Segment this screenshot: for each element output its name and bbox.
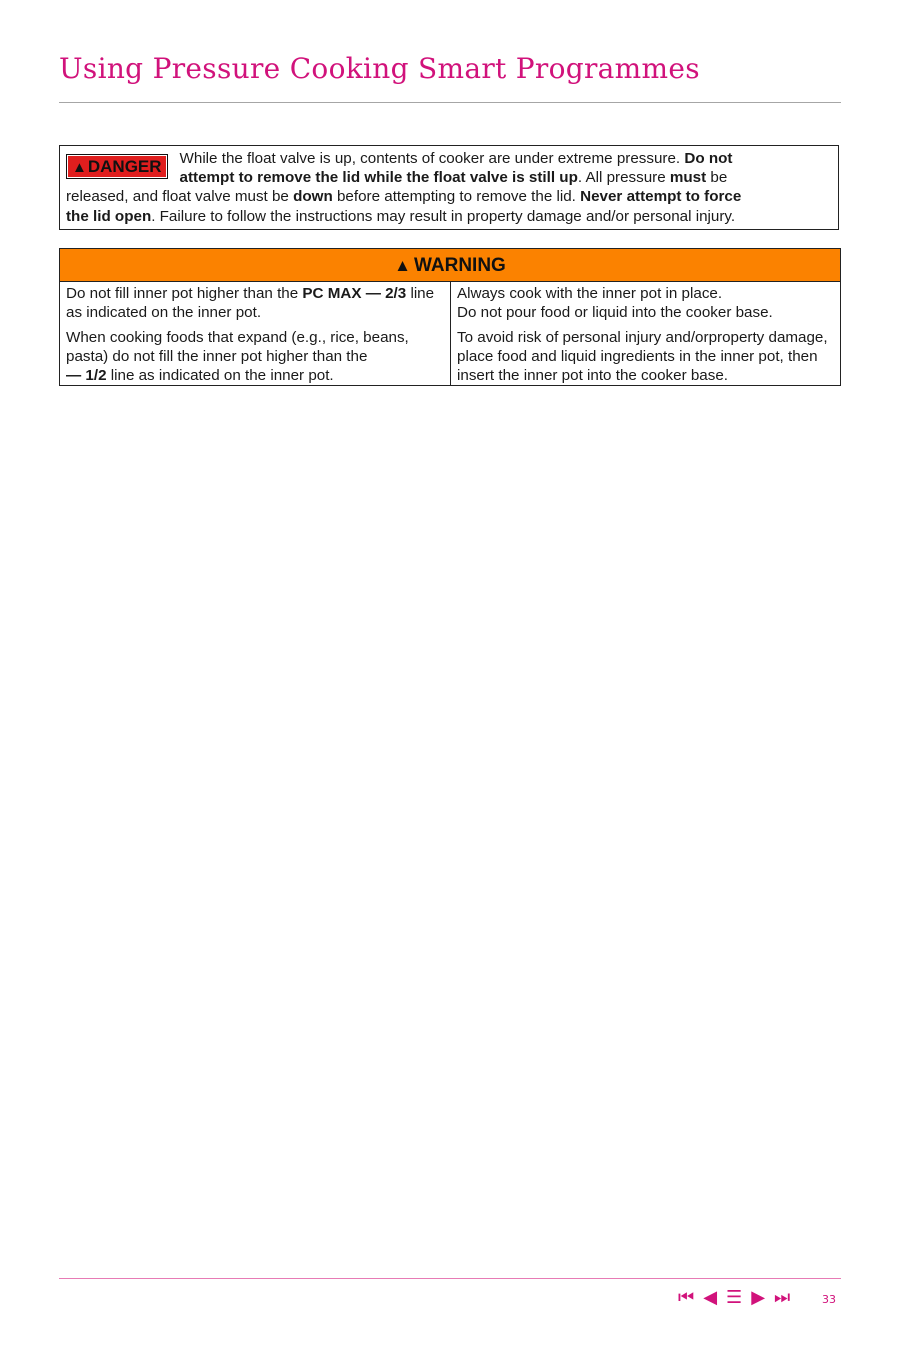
warning-header [60,249,840,282]
danger-text: released, and float valve must be [66,188,294,206]
warning-text: Do not pour food or liquid into the cooker base. [457,304,773,321]
danger-emphasis: must [669,169,707,187]
previous-page-icon[interactable]: ◀ [703,1287,718,1308]
warning-emphasis: — 1/2 [66,367,107,384]
danger-text-line [66,187,832,206]
page-navigation [678,1287,790,1309]
danger-text: While the float valve is up, contents of cooker are under extreme pressure. [179,150,685,167]
first-page-icon[interactable]: ⏮ [678,1287,695,1308]
danger-text-line [66,207,832,226]
warning-label: WARNING [414,255,506,276]
danger-text: . Failure to follow the instructions may result in property damage and/or personal injury. [151,207,736,225]
danger-text-line [66,168,832,187]
warning-left-column [60,282,450,385]
danger-emphasis: the lid open [66,207,152,225]
warning-triangle-icon: ▲ [394,256,411,275]
next-page-icon[interactable]: ▶ [751,1287,766,1308]
warning-text: Always cook with the inner pot in place. [457,285,723,302]
warning-emphasis: PC MAX — 2/3 [302,285,407,302]
danger-emphasis: Never attempt to force [580,188,742,206]
last-page-icon[interactable]: ⏭ [774,1287,791,1308]
warning-text: When cooking foods that expand (e.g., rice, beans, pasta) do not fill the inner pot higher than the [66,329,409,365]
danger-text-line [66,149,832,168]
warning-triangle-icon: ▲ [72,159,87,176]
warning-item [457,284,834,322]
danger-emphasis: attempt to remove the lid while the float valve is still up [179,169,578,187]
page-number: 33 [822,1293,836,1306]
warning-item [66,284,444,322]
danger-badge [66,154,168,179]
warning-item: To avoid risk of personal injury and/orproperty damage, place food and liquid ingredients in the inner pot, then insert the inner pot into the cooker base. [457,329,828,384]
warning-right-column [450,282,840,385]
footer-divider [59,1278,841,1279]
menu-icon[interactable]: ☰ [726,1287,743,1308]
warning-item [66,328,444,385]
warning-body [60,282,840,385]
warning-text: Do not fill inner pot higher than the [66,285,303,302]
danger-text: . All pressure [577,169,670,187]
title-divider [59,102,841,103]
warning-table [59,248,841,386]
danger-emphasis: down [293,188,333,206]
danger-notice [59,145,839,230]
danger-text: before attempting to remove the lid. [332,188,581,206]
page-title: Using Pressure Cooking Smart Programmes [59,52,700,85]
warning-text: line as indicated on the inner pot. [66,285,435,321]
warning-text: line as indicated on the inner pot. [106,367,334,384]
danger-label: DANGER [87,157,162,176]
danger-text: be [706,169,728,187]
danger-emphasis: Do not [684,150,733,167]
